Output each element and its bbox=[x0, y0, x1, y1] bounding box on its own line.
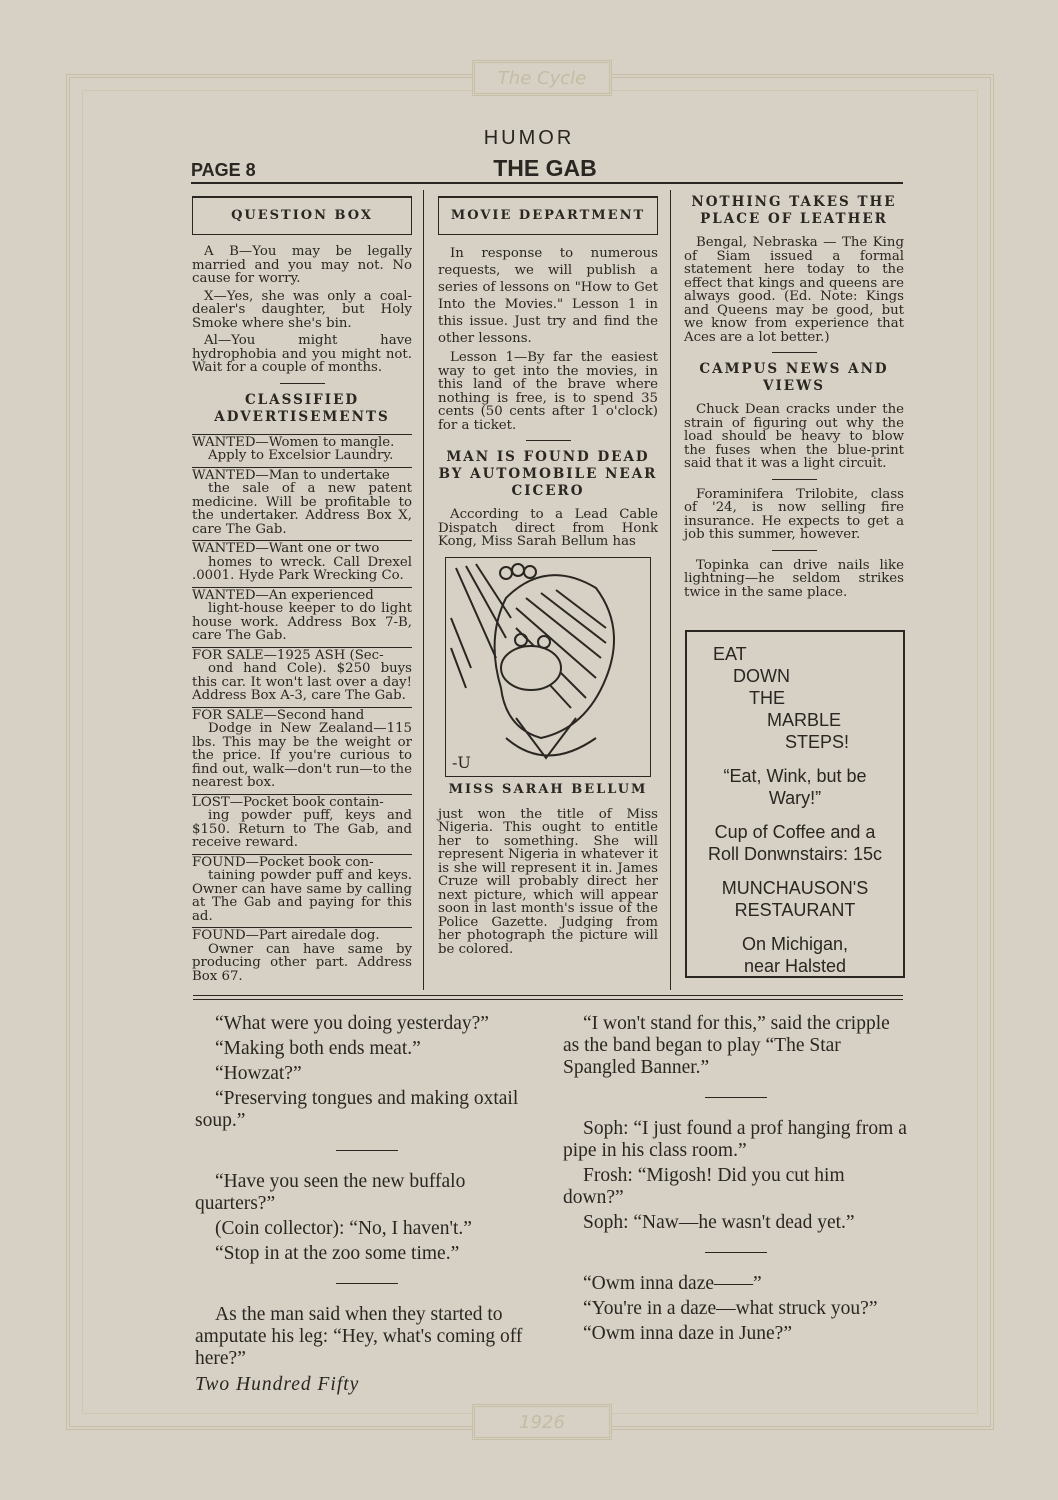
restaurant-name: RESTAURANT bbox=[734, 900, 856, 920]
answer: A B—You may be legally married and you may not. No cause for worry. bbox=[192, 244, 412, 286]
campus-paragraph: Foraminifera Trilobite, class of '24, is now selling fire insurance. He expects to get a job this summer, however. bbox=[684, 486, 904, 542]
separator bbox=[772, 479, 817, 480]
ad-line: DOWN bbox=[733, 666, 790, 686]
question-box-title: QUESTION BOX bbox=[192, 196, 412, 235]
section-title: HUMOR bbox=[483, 127, 575, 149]
dead-man-paragraph-continued: just won the title of Miss Nigeria. This ought to entitle her to something. She will represent Nigeria in whatever it is she will represent it in. James Cruze will probably direct her next picture, which will appear soon in last month's issue of the Police Gazette. Judging from her photograph the picture will be colored. bbox=[438, 806, 658, 957]
separator bbox=[772, 550, 817, 551]
leather-paragraph: Bengal, Nebraska — The King of Siam issued a formal statement here today to the effect that kings and queens are always good. (Ed. Note: Kings and Queens may be good, but we know from experience that Aces are a lot better.) bbox=[684, 235, 904, 345]
joke-line: “Stop in at the zoo some time.” bbox=[215, 1243, 460, 1264]
restaurant-advertisement bbox=[685, 630, 905, 978]
campus-paragraph: Chuck Dean cracks under the strain of figuring out why the load should be heavy to blow the fuses when the blue-print said that it was a light circuit. bbox=[684, 402, 904, 471]
jokes-right bbox=[563, 1013, 908, 1348]
svg-text:-U: -U bbox=[452, 752, 471, 772]
joke-line: “Owm inna daze in June?” bbox=[583, 1323, 792, 1344]
column-divider bbox=[423, 190, 424, 990]
classified-ad: WANTED—Man to undertake the sale of a new patent medicine. Will be profitable to the undertaker. Address Box X, care The Gab. bbox=[192, 467, 412, 537]
joke-line: “What were you doing yesterday?” bbox=[215, 1013, 489, 1034]
ad-line: STEPS! bbox=[785, 732, 850, 752]
separator bbox=[280, 383, 325, 384]
classified-ad: FOR SALE—1925 ASH (Sec- ond hand Cole). $250 buys this car. It won't last over a day! Address Box A-3, care The Gab. bbox=[192, 647, 412, 703]
separator bbox=[705, 1097, 767, 1098]
ad-slogan: “Eat, Wink, but be bbox=[723, 766, 867, 786]
page-number-words: Two Hundred Fifty bbox=[195, 1374, 360, 1395]
footer-year: 1926 bbox=[472, 1404, 612, 1440]
joke-line: “Preserving tongues and making oxtail soup.” bbox=[195, 1088, 519, 1131]
classified-ad: FOR SALE—Second hand Dodge in New Zealand—115 lbs. This may be the weight or the price. If you're curious to find out, walk—don't run—to the nearest box. bbox=[192, 707, 412, 790]
movie-department-title: MOVIE DEPARTMENT bbox=[438, 196, 658, 235]
movie-paragraph: In response to numerous requests, we will publish a series of lessons on "How to Get Into the Movies." Lesson 1 in this issue. Just try and find the other lessons. bbox=[438, 246, 658, 346]
classified-ad: FOUND—Part airedale dog. Owner can have same by producing other part. Address Box 67. bbox=[192, 928, 412, 984]
ad-slogan: Wary!” bbox=[768, 788, 822, 808]
joke-line: “Owm inna daze——” bbox=[583, 1273, 762, 1294]
cartoon-illustration bbox=[445, 557, 651, 777]
answer: Al—You might have hydrophobia and you might not. Wait for a couple of months. bbox=[192, 333, 412, 375]
joke-line: As the man said when they started to amputate his leg: “Hey, what's coming off here?” bbox=[195, 1304, 523, 1369]
separator bbox=[336, 1150, 398, 1151]
picture-caption: MISS SARAH BELLUM bbox=[448, 781, 648, 797]
joke-line: “You're in a daze—what struck you?” bbox=[583, 1298, 878, 1319]
dead-man-headline: MAN IS FOUND DEAD BY AUTOMOBILE NEAR CICERO bbox=[438, 449, 658, 499]
classified-ad: FOUND—Pocket book con- taining powder puff and keys. Owner can have same by calling at The Gab and paying for this ad. bbox=[192, 854, 412, 924]
joke-line: Soph: “I just found a prof hanging from a pipe in his class room.” bbox=[563, 1118, 907, 1161]
ad-line: THE bbox=[749, 688, 785, 708]
joke-line: Soph: “Naw—he wasn't dead yet.” bbox=[583, 1212, 855, 1233]
classified-ad: WANTED—Women to mangle. Apply to Excelsior Laundry. bbox=[192, 434, 412, 463]
classified-ad: WANTED—An experienced light-house keeper to do light house work. Address Box 7-B, care The Gab. bbox=[192, 587, 412, 643]
leather-headline: NOTHING TAKES THE PLACE OF LEATHER bbox=[691, 194, 897, 227]
separator bbox=[336, 1283, 398, 1284]
column-question-box bbox=[192, 196, 412, 987]
joke-line: Frosh: “Migosh! Did you cut him down?” bbox=[563, 1165, 845, 1208]
ad-line: EAT bbox=[713, 644, 747, 664]
column-news bbox=[684, 194, 904, 603]
separator bbox=[526, 440, 571, 441]
ad-price: Roll Donwnstairs: 15c bbox=[707, 844, 883, 864]
joke-line: “Have you seen the new buffalo quarters?” bbox=[195, 1171, 466, 1214]
section-rule bbox=[193, 995, 903, 996]
masthead-rule bbox=[191, 182, 903, 184]
restaurant-location: near Halsted bbox=[743, 956, 847, 976]
separator bbox=[705, 1252, 767, 1253]
column-divider bbox=[670, 190, 671, 990]
classified-ad: LOST—Pocket book contain- ing powder puff, keys and $150. Return to The Gab, and receive reward. bbox=[192, 794, 412, 850]
joke-line: (Coin collector): “No, I haven't.” bbox=[215, 1218, 472, 1239]
ad-line: MARBLE bbox=[767, 710, 842, 730]
joke-line: “Making both ends meat.” bbox=[215, 1038, 421, 1059]
restaurant-name: MUNCHAUSON'S bbox=[721, 878, 869, 898]
campus-paragraph: Topinka can drive nails like lightning—he seldom strikes twice in the same place. bbox=[684, 557, 904, 600]
column-movie bbox=[438, 196, 658, 960]
jokes-left bbox=[195, 1013, 538, 1396]
restaurant-location: On Michigan, bbox=[741, 934, 849, 954]
joke-line: “Howzat?” bbox=[215, 1063, 302, 1084]
classified-title: CLASSIFIED ADVERTISEMENTS bbox=[214, 391, 390, 425]
joke-line: “I won't stand for this,” said the cripple as the band began to play “The Star Spangled Banner.” bbox=[563, 1013, 890, 1078]
answer: X—Yes, she was only a coal-dealer's daughter, but Holy Smoke where she's bin. bbox=[192, 288, 412, 331]
ad-price: Cup of Coffee and a bbox=[714, 822, 876, 842]
dead-man-paragraph: According to a Lead Cable Dispatch direct from Honk Kong, Miss Sarah Bellum has bbox=[438, 507, 658, 549]
running-title: The Cycle bbox=[472, 60, 612, 96]
separator bbox=[772, 352, 817, 353]
paper-title: THE GAB bbox=[493, 155, 597, 181]
movie-paragraph: Lesson 1—By far the easiest way to get into the movies, in this land of the brave where nothing is free, is to spend 35 cents (50 cents after 1 o'clock) for a ticket. bbox=[438, 350, 658, 433]
page-label: PAGE 8 bbox=[191, 160, 256, 180]
classified-ad: WANTED—Want one or two homes to wreck. Call Drexel .0001. Hyde Park Wrecking Co. bbox=[192, 541, 412, 583]
campus-news-headline: CAMPUS NEWS AND VIEWS bbox=[699, 361, 889, 394]
section-rule bbox=[193, 999, 903, 1000]
